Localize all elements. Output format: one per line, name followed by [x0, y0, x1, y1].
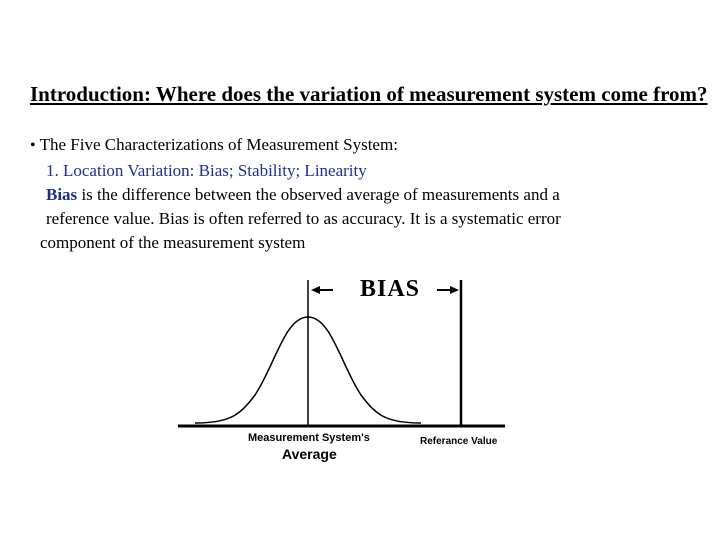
- bias-label: BIAS: [360, 276, 421, 302]
- average-label-bottom: Average: [282, 446, 337, 462]
- location-variation-item: 1. Location Variation: Bias; Stability; Linearity: [46, 161, 367, 180]
- bias-arrow-left-head: [311, 286, 320, 294]
- definition-text-1: is the difference between the observed average of measurements and a: [77, 185, 560, 204]
- definition-line-1: [46, 184, 560, 206]
- bias-diagram: [175, 275, 515, 435]
- page-title: Introduction: Where does the variation of measurement system come from?: [30, 82, 708, 106]
- bias-arrow-right-head: [450, 286, 459, 294]
- definition-term: Bias: [46, 185, 78, 204]
- reference-value-label: Referance Value: [420, 436, 498, 447]
- definition-line-3: component of the measurement system: [40, 233, 306, 252]
- bullet-icon: •: [30, 137, 36, 154]
- bullet-item: [30, 134, 398, 157]
- bullet-text: The Five Characterizations of Measurement System:: [39, 135, 398, 154]
- definition-line-2: reference value. Bias is often referred to as accuracy. It is a systematic error: [46, 209, 561, 228]
- average-label-top: Measurement System's: [248, 432, 370, 444]
